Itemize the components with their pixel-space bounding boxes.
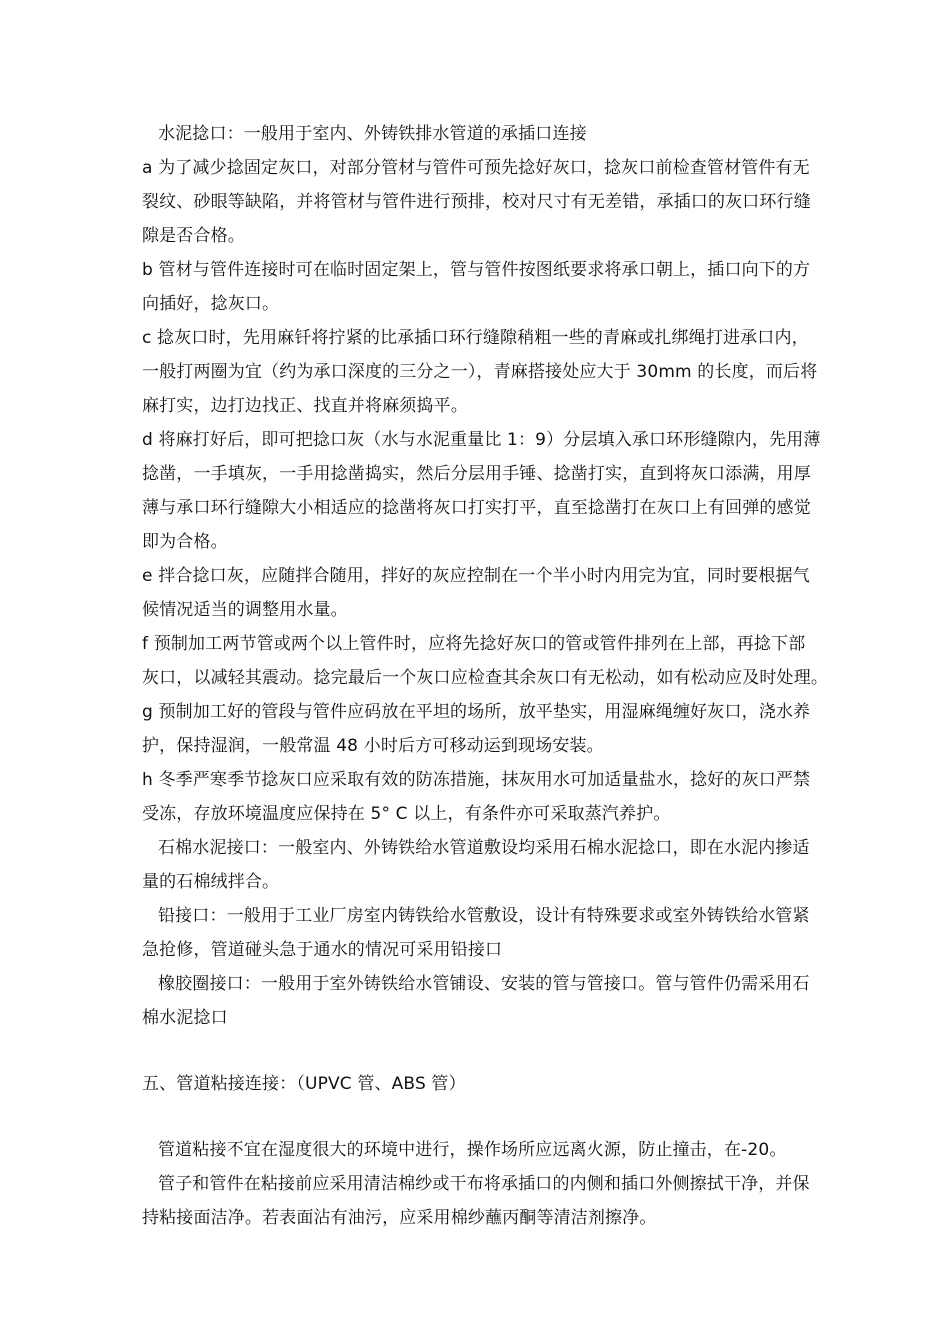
paragraph-line: 一般打两圈为宜（约为承口深度的三分之一），青麻搭接处应大于 30mm 的长度，而后将: [142, 362, 818, 382]
paragraph-line: 灰口，以减轻其震动。捻完最后一个灰口应检查其余灰口有无松动，如有松动应及时处理。: [142, 668, 828, 688]
paragraph-lead-joint: 铅接口：一般用于工业厂房室内铸铁给水管敷设，设计有特殊要求或室外铸铁给水管紧: [158, 906, 810, 926]
section-heading: 五、管道粘接连接：（UPVC 管、ABS 管）: [142, 1074, 466, 1094]
paragraph-line: 向插好，捻灰口。: [142, 294, 280, 314]
paragraph-bonding-environment: 管道粘接不宜在湿度很大的环境中进行，操作场所应远离火源，防止撞击，在-20。: [158, 1140, 787, 1160]
paragraph-line: 隙是否合格。: [142, 226, 245, 246]
paragraph-item-f: f 预制加工两节管或两个以上管件时，应将先捻好灰口的管或管件排列在上部，再捻下部: [142, 634, 806, 654]
paragraph-item-d: d 将麻打好后，即可把捻口灰（水与水泥重量比 1：9）分层填入承口环形缝隙内，先用薄: [142, 430, 821, 450]
paragraph-item-a: a 为了减少捻固定灰口，对部分管材与管件可预先捻好灰口，捻灰口前检查管材管件有无: [142, 158, 810, 178]
paragraph-cement-joint: 水泥捻口：一般用于室内、外铸铁排水管道的承插口连接: [158, 124, 587, 144]
paragraph-line: 捻凿，一手填灰，一手用捻凿捣实，然后分层用手锤、捻凿打实，直到将灰口添满，用厚: [142, 464, 811, 484]
paragraph-line: 持粘接面洁净。若表面沾有油污，应采用棉纱蘸丙酮等清洁剂擦净。: [142, 1208, 657, 1228]
paragraph-rubber-ring-joint: 橡胶圈接口：一般用于室外铸铁给水管铺设、安装的管与管接口。管与管件仍需采用石: [158, 974, 810, 994]
paragraph-item-c: c 捻灰口时，先用麻钎将拧紧的比承插口环行缝隙稍粗一些的青麻或扎绑绳打进承口内，: [142, 328, 809, 348]
paragraph-line: 棉水泥捻口: [142, 1008, 228, 1028]
paragraph-line: 受冻，存放环境温度应保持在 5° C 以上，有条件亦可采取蒸汽养护。: [142, 804, 671, 824]
paragraph-item-g: g 预制加工好的管段与管件应码放在平坦的场所，放平垫实，用湿麻绳缠好灰口，浇水养: [142, 702, 811, 722]
paragraph-line: 护，保持湿润，一般常温 48 小时后方可移动运到现场安装。: [142, 736, 604, 756]
paragraph-line: 麻打实，边打边找正、找直并将麻须捣平。: [142, 396, 468, 416]
paragraph-item-e: e 拌合捻口灰，应随拌合随用，拌好的灰应控制在一个半小时内用完为宜，同时要根据气: [142, 566, 810, 586]
paragraph-asbestos-cement-joint: 石棉水泥接口：一般室内、外铸铁给水管道敷设均采用石棉水泥捻口，即在水泥内掺适: [158, 838, 810, 858]
paragraph-line: 即为合格。: [142, 532, 228, 552]
paragraph-line: 量的石棉绒拌合。: [142, 872, 280, 892]
paragraph-bonding-cleaning: 管子和管件在粘接前应采用清洁棉纱或干布将承插口的内侧和插口外侧擦拭干净，并保: [158, 1174, 810, 1194]
paragraph-line: 急抢修，管道碰头急于通水的情况可采用铅接口: [142, 940, 503, 960]
paragraph-item-h: h 冬季严寒季节捻灰口应采取有效的防冻措施，抹灰用水可加适量盐水，捻好的灰口严禁: [142, 770, 811, 790]
paragraph-item-b: b 管材与管件连接时可在临时固定架上，管与管件按图纸要求将承口朝上，插口向下的方: [142, 260, 811, 280]
paragraph-line: 候情况适当的调整用水量。: [142, 600, 348, 620]
paragraph-line: 裂纹、砂眼等缺陷，并将管材与管件进行预排，校对尺寸有无差错，承插口的灰口环行缝: [142, 192, 811, 212]
paragraph-line: 薄与承口环行缝隙大小相适应的捻凿将灰口打实打平，直至捻凿打在灰口上有回弹的感觉: [142, 498, 811, 518]
